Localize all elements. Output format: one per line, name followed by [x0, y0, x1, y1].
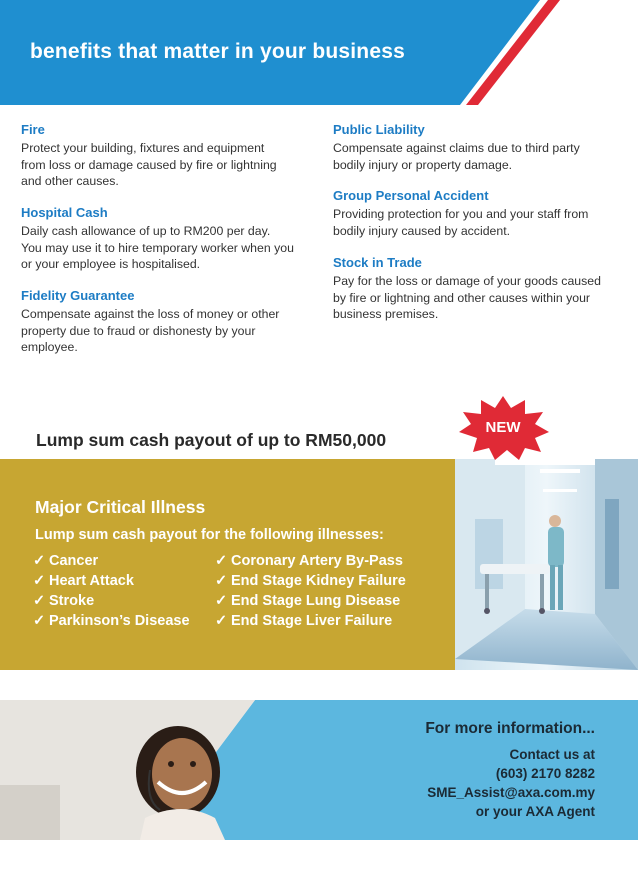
- critical-illness-title: Major Critical Illness: [35, 497, 206, 517]
- benefit-title: Fidelity Guarantee: [21, 288, 135, 303]
- illness-label: Stroke: [49, 593, 95, 609]
- critical-illness-subtitle: Lump sum cash payout for the following illnesses:: [35, 527, 384, 543]
- benefit-line: and other causes.: [21, 174, 119, 188]
- benefit-description: [333, 140, 608, 173]
- new-badge: [455, 394, 551, 460]
- contact-email[interactable]: SME_Assist@axa.com.my: [427, 785, 595, 800]
- contact-agent-line: or your AXA Agent: [475, 804, 595, 819]
- hospital-corridor-illustration: [455, 459, 638, 670]
- illness-label: End Stage Kidney Failure: [231, 573, 406, 589]
- benefit-line: by fire or lightning and other causes within your: [333, 290, 591, 305]
- benefit-line: property due to fraud or dishonesty by your: [21, 323, 256, 338]
- illness-item: [215, 553, 403, 569]
- benefit-hospital-cash: [21, 205, 296, 273]
- benefit-line: bodily injury or property damage.: [333, 157, 513, 172]
- badge-label: NEW: [485, 419, 521, 436]
- check-icon: ✓: [215, 553, 228, 569]
- illness-item: [215, 613, 392, 629]
- benefit-fire: [21, 122, 296, 190]
- benefit-line: business premises.: [333, 307, 439, 321]
- header-title: benefits that matter in your business: [30, 40, 405, 63]
- illness-item: [33, 553, 98, 569]
- benefit-line: Pay for the loss or damage of your goods caused: [333, 274, 601, 288]
- benefit-line: Compensate against the loss of money or other: [21, 307, 280, 321]
- benefit-line: Protect your building, fixtures and equipment: [21, 141, 265, 155]
- check-icon: ✓: [215, 593, 228, 609]
- hospital-corridor-photo: [455, 459, 638, 670]
- contact-section: [0, 700, 638, 840]
- header-banner: [0, 0, 638, 105]
- benefit-line: Compensate against claims due to third party: [333, 141, 580, 155]
- benefit-line: or your employee is hospitalised.: [21, 257, 201, 271]
- benefit-title: Hospital Cash: [21, 205, 108, 220]
- illness-label: Cancer: [49, 553, 99, 569]
- illness-label: End Stage Lung Disease: [231, 593, 401, 609]
- check-icon: ✓: [215, 573, 228, 589]
- illness-label: Coronary Artery By-Pass: [231, 553, 403, 569]
- contact-line: Contact us at: [509, 747, 595, 762]
- check-icon: ✓: [33, 553, 46, 569]
- contact-phone: (603) 2170 8282: [495, 766, 595, 781]
- benefit-group-personal-accident: [333, 188, 608, 239]
- benefit-stock-in-trade: [333, 255, 608, 323]
- benefit-fidelity-guarantee: [21, 288, 296, 356]
- benefit-line: from loss or damage caused by fire or lightning: [21, 157, 277, 172]
- benefit-line: Providing protection for you and your staff from: [333, 207, 589, 221]
- illness-item: [215, 593, 400, 609]
- benefit-description: [333, 273, 608, 323]
- benefit-title: Public Liability: [333, 122, 425, 137]
- benefit-title: Stock in Trade: [333, 255, 422, 270]
- check-icon: ✓: [33, 613, 46, 629]
- check-icon: ✓: [33, 573, 46, 589]
- benefit-public-liability: [333, 122, 608, 173]
- illness-label: End Stage Liver Failure: [231, 613, 393, 629]
- benefit-line: employee.: [21, 340, 78, 354]
- contact-heading: For more information...: [425, 720, 595, 737]
- benefit-title: Group Personal Accident: [333, 188, 489, 203]
- illness-item: [33, 613, 190, 629]
- illness-item: [215, 573, 406, 589]
- check-icon: ✓: [215, 613, 228, 629]
- benefit-description: [21, 140, 296, 190]
- benefit-line: Daily cash allowance of up to RM200 per day.: [21, 224, 271, 238]
- lump-sum-headline: Lump sum cash payout of up to RM50,000: [36, 430, 387, 450]
- benefit-line: You may use it to hire temporary worker when you: [21, 240, 294, 255]
- illness-label: Heart Attack: [49, 573, 134, 589]
- benefit-description: [21, 223, 296, 273]
- check-icon: ✓: [33, 593, 46, 609]
- illness-label: Parkinson’s Disease: [49, 613, 190, 629]
- benefit-description: [333, 206, 608, 239]
- illness-item: [33, 593, 94, 609]
- benefit-line: bodily injury caused by accident.: [333, 223, 511, 238]
- benefit-description: [21, 306, 296, 356]
- illness-item: [33, 573, 134, 589]
- benefit-title: Fire: [21, 122, 45, 137]
